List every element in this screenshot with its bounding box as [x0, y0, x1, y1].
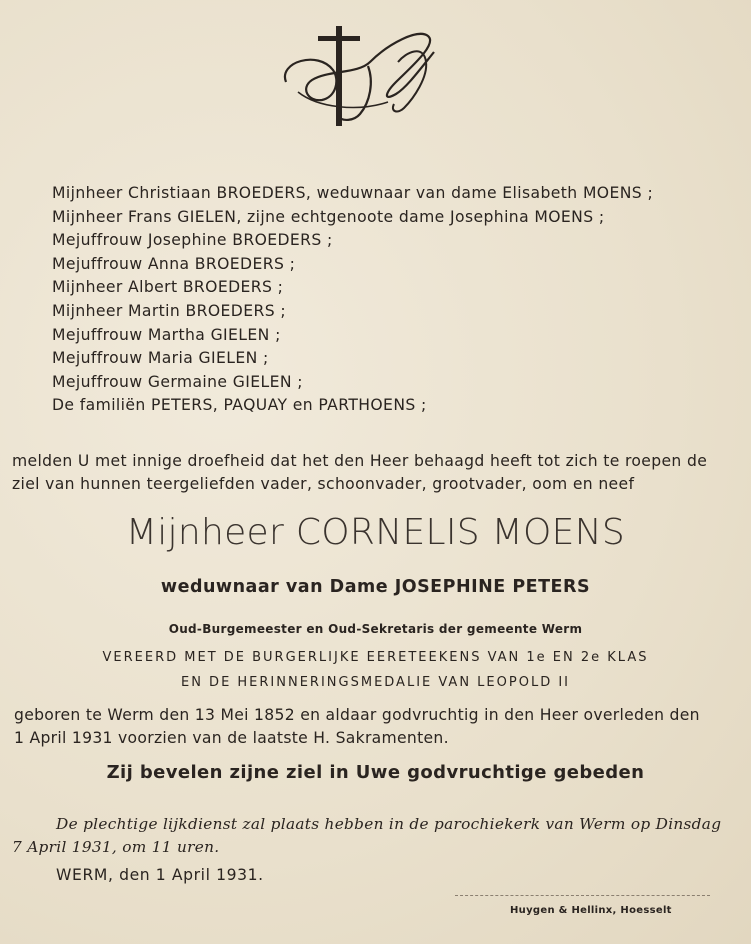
- honors-line: EN DE HERINNERINGSMEDALIE VAN LEOPOLD II: [180, 675, 571, 690]
- mourner-line: De familiën PETERS, PAQUAY en PARTHOENS ;: [52, 396, 427, 415]
- mourner-line: Mijnheer Martin BROEDERS ;: [52, 301, 287, 320]
- mourner-line: Mejuffrouw Germaine GIELEN ;: [52, 372, 303, 391]
- former-office: Oud-Burgemeester en Oud-Sekretaris der gemeente Werm: [168, 622, 583, 636]
- mourners-list: [52, 182, 653, 418]
- mourner-line: Mijnheer Albert BROEDERS ;: [52, 278, 284, 297]
- mourner-line: Mijnheer Christiaan BROEDERS, weduwnaar van dame Elisabeth MOENS ;: [52, 184, 654, 202]
- divider: [455, 895, 710, 896]
- birth-death-line: geboren te Werm den 13 Mei 1852 en aldaar godvruchtig in den Heer overleden den: [14, 706, 700, 724]
- funeral-notice: [12, 813, 747, 859]
- announcement-text: [12, 450, 742, 496]
- dateline: WERM, den 1 April 1931.: [56, 866, 264, 884]
- honors-line: VEREERD MET DE BURGERLIJKE EERETEEKENS VAN 1e EN 2e KLAS: [102, 650, 649, 665]
- mourner-line: Mijnheer Frans GIELEN, zijne echtgenoote dame Josephina MOENS ;: [52, 207, 605, 226]
- deceased-name: Mijnheer CORNELIS MOENS: [125, 512, 626, 553]
- mourner-line: Mejuffrouw Anna BROEDERS ;: [52, 254, 296, 273]
- birth-death-line: 1 April 1931 voorzien van de laatste H. Sakramenten.: [14, 729, 449, 747]
- mourner-line: Mejuffrouw Josephine BROEDERS ;: [52, 231, 333, 250]
- widower-of: weduwnaar van Dame JOSEPHINE PETERS: [160, 577, 591, 597]
- prayer-request: Zij bevelen zijne ziel in Uwe godvruchtige gebeden: [106, 762, 645, 783]
- cross-monogram-emblem: [278, 22, 448, 132]
- birth-death-text: [14, 704, 744, 750]
- funeral-line: 7 April 1931, om 11 uren.: [12, 838, 220, 856]
- mourner-line: Mejuffrouw Martha GIELEN ;: [52, 325, 281, 344]
- printer-credit: Huygen & Hellinx, Hoesselt: [510, 905, 672, 916]
- funeral-line: De plechtige lijkdienst zal plaats hebben in de parochiekerk van Werm op Dinsdag: [56, 815, 722, 833]
- announcement-line: melden U met innige droefheid dat het den Heer behaagd heeft tot zich te roepen de: [12, 452, 708, 470]
- announcement-line: ziel van hunnen teergeliefden vader, schoonvader, grootvader, oom en neef: [12, 475, 635, 493]
- mourner-line: Mejuffrouw Maria GIELEN ;: [52, 349, 269, 368]
